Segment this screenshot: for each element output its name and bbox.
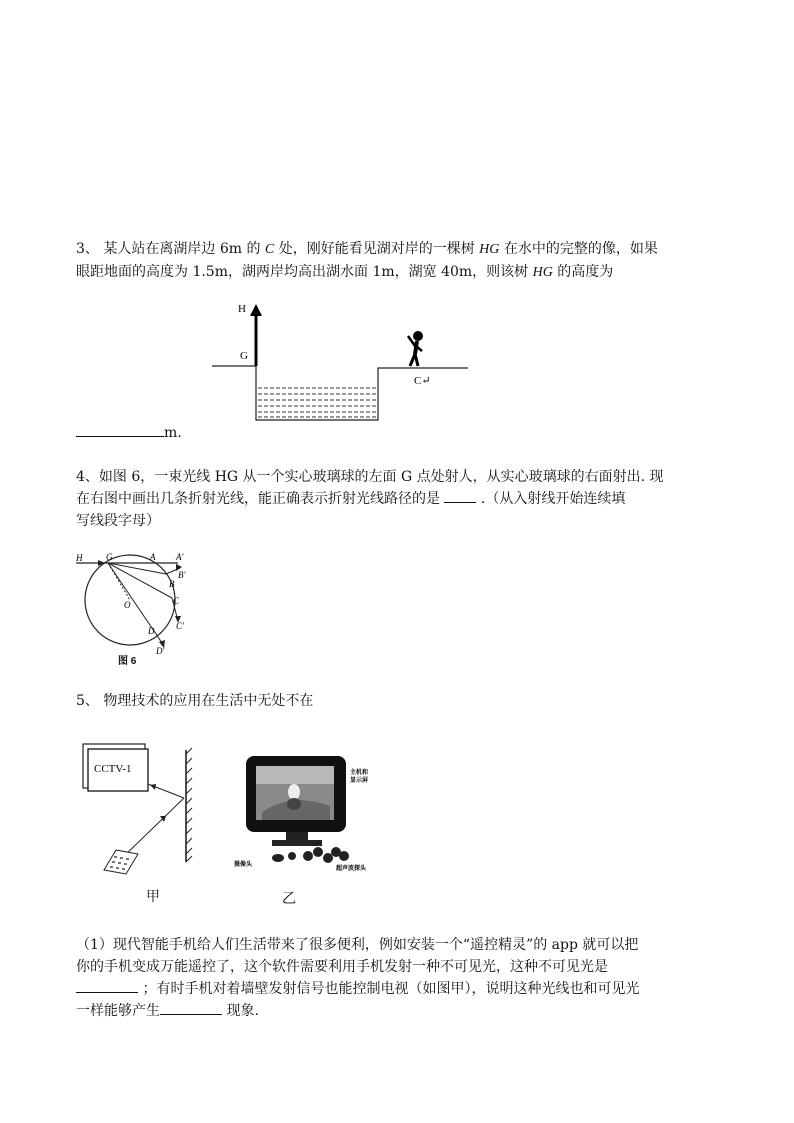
q3-text-d: 眼距地面的高度为 1.5m，湖两岸均高出湖水面 1m，湖宽 40m，则该树 — [76, 264, 533, 280]
refraction-rays — [108, 563, 180, 646]
q3-text-b: 处，刚好能看见湖对岸的一棵树 — [274, 241, 480, 257]
q3-var-hg-2: HG — [532, 265, 553, 280]
q5-blank-2[interactable] — [160, 1000, 222, 1015]
q3-answer-line — [76, 422, 716, 444]
q5-p1-line-4-text-b: 现象. — [222, 1003, 259, 1019]
label-b-prime: B' — [178, 570, 186, 580]
q5-p1-line-2: 你的手机变成万能遥控了，这个软件需要利用手机发射一种不可见光，这种不可见光是 — [76, 959, 608, 975]
label-d: D — [148, 626, 155, 636]
lake-figure — [210, 296, 474, 428]
q4-line-1: 4、如图 6，一束光线 HG 从一个实心玻璃球的左面 G 点处射人，从实心玻璃球的右面射出. 现 — [76, 469, 664, 485]
caption-jia: 甲 — [146, 888, 160, 904]
tv-reflection-figure — [76, 740, 206, 880]
q3-var-hg: HG — [479, 242, 500, 257]
q4-line-3: 写线段字母） — [76, 513, 160, 529]
caption-yi: 乙 — [282, 890, 296, 906]
q3-unit: m. — [164, 425, 182, 441]
q3-answer-blank[interactable] — [76, 422, 164, 437]
q5-p1-line-3-text: ；有时手机对着墙壁发射信号也能控制电视（如图甲），说明这种光线也和可见光 — [142, 981, 640, 997]
label-h: H — [238, 303, 246, 315]
label-c: C↵ — [414, 375, 431, 387]
q5-p1-line-4 — [76, 1000, 720, 1022]
q3-text-e: 的高度为 — [552, 264, 614, 280]
question-3-text — [76, 238, 716, 284]
q3-text-a: 某人站在离湖岸边 6m 的 — [98, 241, 265, 257]
q5-p1-line-1: （1）现代智能手机给人们生活带来了很多便利，例如安装一个“遥控精灵”的 app 就可以把 — [76, 937, 639, 953]
tree-arrow — [250, 304, 262, 366]
label-d-prime: D' — [156, 646, 165, 656]
q5-part-1 — [76, 934, 720, 1022]
person-figure — [408, 332, 423, 367]
monitor-label-2: 显示屏 — [350, 778, 369, 784]
question-4-text — [76, 466, 716, 532]
parking-monitor-figure — [232, 752, 392, 878]
q3-text-c: 在水中的完整的像，如果 — [499, 241, 658, 257]
q4-text-a: 在右图中画出几条折射光线，能正确表示折射光线路径的是 — [76, 491, 445, 507]
water-surface — [258, 388, 376, 417]
label-a-prime: A' — [176, 552, 184, 562]
q4-text-b: .（从入射线开始连续填 — [476, 491, 626, 507]
question-5-title: 5、 物理技术的应用在生活中无处不在 — [76, 693, 314, 709]
q3-number: 3、 — [76, 241, 99, 257]
label-o: O — [124, 600, 131, 610]
label-g: G — [240, 350, 248, 362]
glass-sphere-figure — [72, 550, 198, 668]
q5-p1-line-4-text-a: 一样能够产生 — [76, 1003, 160, 1019]
q5-blank-1[interactable] — [76, 978, 138, 993]
label-g4: G — [106, 552, 113, 562]
camera-icon — [272, 852, 296, 862]
incident-signal — [122, 798, 184, 858]
sonar-sensor-icon — [303, 847, 349, 863]
label-a: A — [150, 552, 156, 562]
tv-channel-text: CCTV-1 — [94, 763, 132, 775]
q4-line-2 — [76, 488, 716, 510]
label-b: B — [169, 579, 175, 589]
camera-label: 摄像头 — [234, 862, 253, 868]
q3-var-c: C — [264, 242, 275, 257]
sonar-label: 超声波探头 — [336, 866, 367, 872]
figure-6-caption: 图 6 — [118, 656, 137, 667]
label-c4: C — [173, 596, 180, 606]
q4-answer-blank[interactable] — [444, 488, 476, 503]
monitor-label-1: 主机和 — [350, 770, 369, 776]
q3-line-2 — [76, 261, 716, 284]
phone-icon — [104, 850, 138, 874]
q5-p1-line-3 — [76, 978, 720, 1000]
label-c-prime: C' — [176, 621, 184, 631]
q3-line-1 — [76, 238, 716, 261]
label-h4: H — [76, 553, 83, 563]
